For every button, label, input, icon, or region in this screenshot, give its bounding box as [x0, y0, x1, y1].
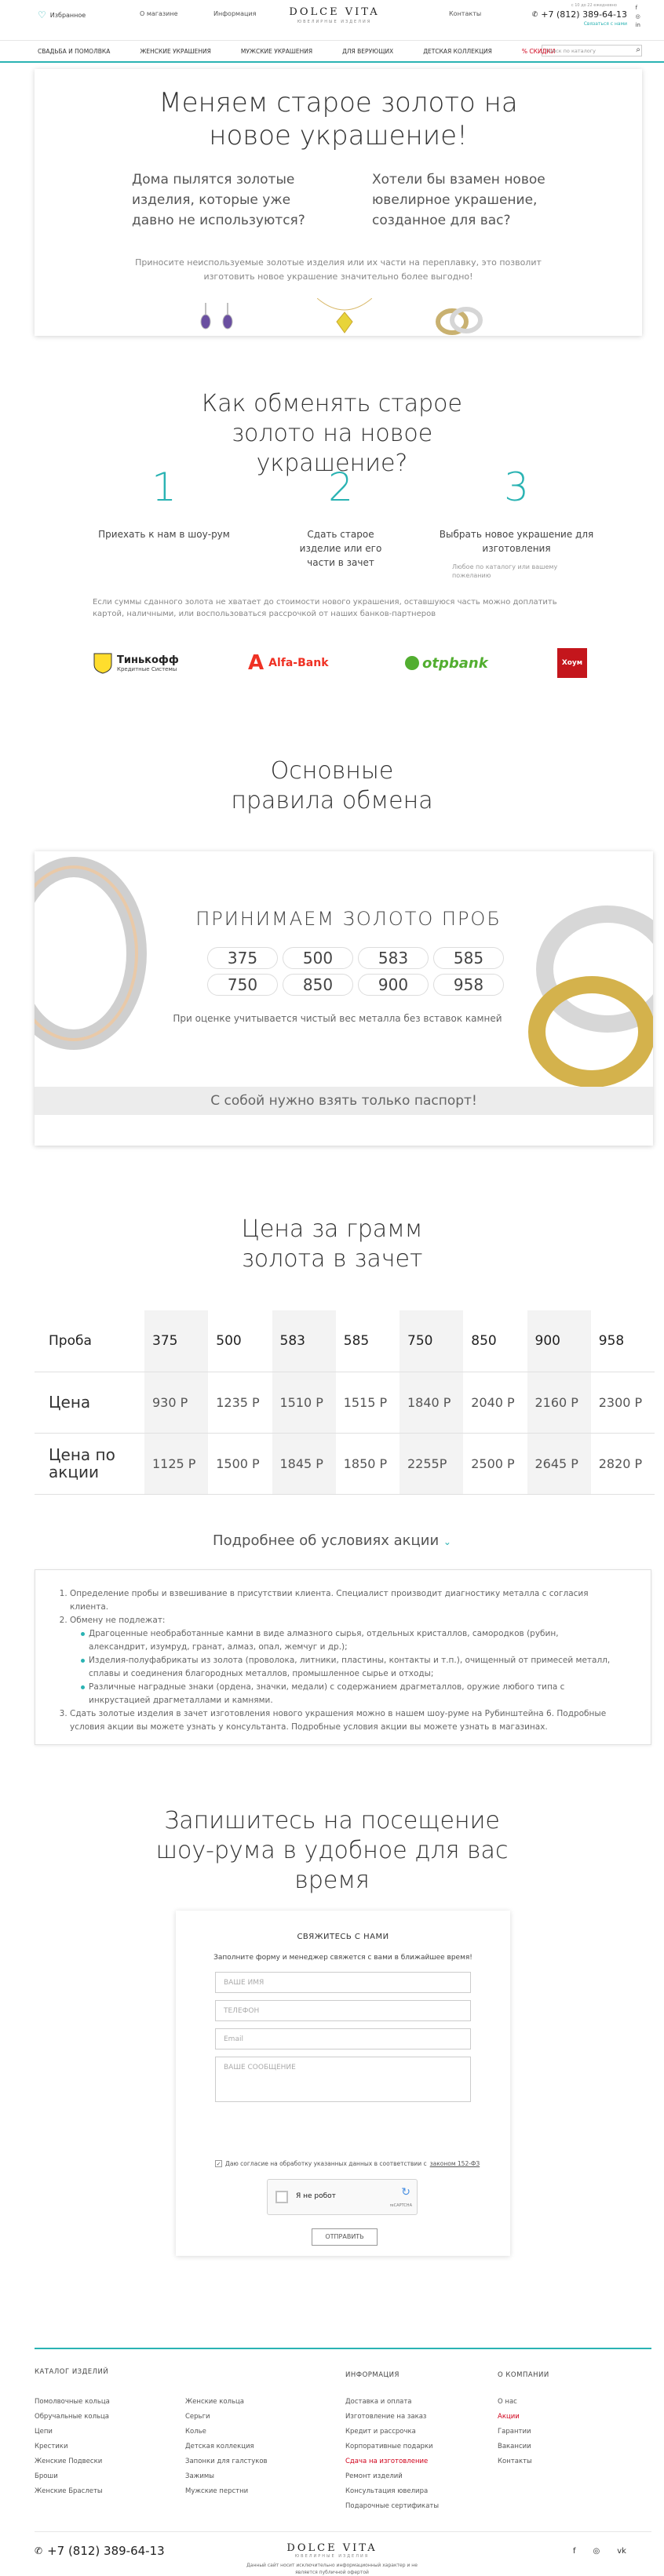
- facebook-icon[interactable]: f: [573, 2547, 576, 2556]
- nav-kids[interactable]: ДЕТСКАЯ КОЛЛЕКЦИЯ: [423, 47, 492, 55]
- table-cell: 1125 Р: [144, 1433, 208, 1494]
- footer-logo-sub: ЮВЕЛИРНЫЕ ИЗДЕЛИЯ: [294, 2554, 370, 2559]
- footer-phone-number: +7 (812) 389-64-13: [47, 2544, 165, 2558]
- condition-subitem: Изделия-полуфабрикаты из золота (проволока, литники, пластины, контакты и т.п.), очищенный от примесей металл, сплавы и соединения благородных металлов, промышленное сырье и отходы;: [81, 1654, 619, 1681]
- bank-tinkoff[interactable]: [93, 647, 179, 679]
- footer-link[interactable]: Женские Браслеты: [35, 2487, 103, 2495]
- footer-link[interactable]: Мужские перстни: [185, 2487, 249, 2495]
- hero-question-1: Дома пылятся золотые изделия, которые уже давно не используются?: [132, 172, 305, 228]
- company-title: О КОМПАНИИ: [498, 2371, 549, 2379]
- email-input[interactable]: Email: [215, 2028, 471, 2050]
- phone-icon: ✆: [35, 2545, 43, 2556]
- form-title: СВЯЖИТЕСЬ С НАМИ: [297, 1933, 389, 1941]
- footer-link[interactable]: Изготовление на заказ: [345, 2413, 427, 2421]
- footer-logo[interactable]: [235, 2542, 429, 2576]
- step-1-text: Приехать к нам в шоу-рум: [98, 529, 230, 540]
- condition-item-label: Обмену не подлежат:: [70, 1616, 166, 1625]
- footer-link[interactable]: Женские Подвески: [35, 2458, 103, 2465]
- phone-icon: ✆: [531, 10, 538, 19]
- social-icons: [636, 5, 640, 28]
- recaptcha-brand: reCAPTCHA: [389, 2203, 412, 2208]
- contacts-link[interactable]: Контакты: [449, 10, 482, 17]
- step-3-sub: Любое по каталогу или вашему пожеланию: [452, 563, 558, 579]
- table-cell: 1500 Р: [208, 1433, 272, 1494]
- table-cell: 2040 Р: [463, 1372, 527, 1433]
- search-icon[interactable]: ⌕: [636, 46, 640, 54]
- table-cell: 2160 Р: [527, 1372, 591, 1433]
- recaptcha-checkbox[interactable]: [275, 2191, 288, 2203]
- logo-sub: ЮВЕЛИРНЫЕ ИЗДЕЛИЯ: [297, 20, 372, 24]
- footer-divider: [35, 2348, 651, 2349]
- footer-link[interactable]: Детская коллекция: [185, 2443, 254, 2450]
- probe-500: 500: [283, 947, 353, 969]
- hero-title: Меняем старое золото на новое украшение!: [159, 87, 518, 151]
- recaptcha-icon: ↻: [401, 2186, 410, 2199]
- hours-text: с 10 до 22 ежедневно: [571, 3, 617, 8]
- nav-sale[interactable]: % СКИДКИ: [521, 47, 556, 55]
- name-input[interactable]: ВАШЕ ИМЯ: [215, 1972, 471, 1993]
- table-cell: 930 Р: [144, 1372, 208, 1433]
- footer-link[interactable]: Серьги: [185, 2413, 210, 2421]
- price-table: [35, 1310, 655, 1495]
- hero-card: [35, 69, 642, 336]
- step-1-number: 1: [151, 465, 177, 510]
- table-cell: 1510 Р: [272, 1372, 336, 1433]
- price-title: Цена за грамм золота в зачет: [241, 1215, 423, 1273]
- footer-link[interactable]: О нас: [498, 2398, 517, 2406]
- vk-icon[interactable]: vk: [617, 2547, 626, 2556]
- favorites-label: Избранное: [49, 11, 86, 19]
- facebook-icon[interactable]: f: [635, 5, 638, 11]
- table-cell: 2500 Р: [463, 1433, 527, 1494]
- banner-note: При оценке учитывается чистый вес металла без вставок камней: [173, 1013, 502, 1024]
- submit-button[interactable]: ОТПРАВИТЬ: [312, 2228, 378, 2246]
- tinkoff-shield-icon: [93, 652, 113, 674]
- otp-logo-icon: [405, 656, 419, 670]
- top-bar: [0, 0, 664, 41]
- footer-info-col: [345, 2395, 439, 2514]
- alfa-name: Alfa-Bank: [268, 657, 329, 669]
- footer-link[interactable]: Кредит и рассрочка: [345, 2428, 416, 2436]
- table-cell: 1850 Р: [336, 1433, 399, 1494]
- condition-item: [70, 1614, 619, 1707]
- table-cell: 1515 Р: [336, 1372, 399, 1433]
- nav-believers[interactable]: ДЛЯ ВЕРУЮЩИХ: [342, 47, 394, 55]
- step-3-number: 3: [504, 465, 529, 510]
- footer-company-col: [498, 2395, 532, 2469]
- table-row: [35, 1433, 655, 1494]
- search-input[interactable]: Поиск по каталогу: [542, 45, 642, 56]
- right-rings-image: [505, 898, 653, 1102]
- conditions-box: [35, 1569, 651, 1745]
- table-cell: 1235 Р: [208, 1372, 272, 1433]
- footer-link[interactable]: Запонки для галстуков: [185, 2458, 268, 2465]
- row-label: Проба: [35, 1310, 144, 1372]
- row-label: Цена по акции: [35, 1433, 144, 1494]
- footer-link[interactable]: Доставка и оплата: [345, 2398, 412, 2406]
- table-cell: 500: [208, 1310, 272, 1372]
- conditions-toggle[interactable]: [0, 1532, 664, 1549]
- contact-form: [176, 1911, 510, 2256]
- vk-icon[interactable]: in: [635, 22, 640, 28]
- earrings-image: [195, 303, 242, 336]
- conditions-toggle-label: Подробнее об условиях акции: [213, 1532, 440, 1549]
- table-row: [35, 1372, 655, 1433]
- table-row: [35, 1310, 655, 1372]
- phone-input[interactable]: ТЕЛЕФОН: [215, 2000, 471, 2021]
- footer-link[interactable]: Корпоративные подарки: [345, 2443, 433, 2450]
- instagram-icon[interactable]: ◎: [593, 2547, 600, 2556]
- table-cell: 375: [144, 1310, 208, 1372]
- about-link[interactable]: О магазине: [140, 10, 178, 17]
- condition-subitem: Драгоценные необработанные камни в виде алмазного сырья, отдельных кристаллов, самородков (рубин, александрит, изумруд, гранат, алмаз, опал, жемчуг и др.);: [81, 1627, 619, 1654]
- header-phone[interactable]: [532, 9, 627, 20]
- consent-row: [215, 2160, 480, 2167]
- footer-link[interactable]: Подарочные сертификаты: [345, 2502, 440, 2510]
- footer-link[interactable]: Консультация ювелира: [345, 2487, 429, 2495]
- banner-footer: С собой нужно взять только паспорт!: [35, 1087, 653, 1115]
- otp-name: otpbank: [422, 654, 488, 672]
- footer-catalog-col2: [185, 2395, 268, 2499]
- footer-catalog-col1: [35, 2395, 110, 2499]
- step-2-text: Сдать старое изделие или его части в зачет: [299, 529, 382, 568]
- footer-link[interactable]: Обручальные кольца: [35, 2413, 110, 2421]
- consent-text: Даю согласие на обработку указанных данных в соответствии с: [225, 2160, 427, 2167]
- left-rings-image: [35, 851, 168, 1063]
- footer-link[interactable]: Цепи: [35, 2428, 53, 2436]
- footer-link[interactable]: Колье: [185, 2428, 206, 2436]
- probe-900: 900: [358, 974, 429, 996]
- footer-logo-main: DOLCE VITA: [286, 2542, 378, 2554]
- footer-link[interactable]: Сдача на изготовление: [345, 2458, 429, 2465]
- probe-750: 750: [207, 974, 278, 996]
- table-cell: 2820 Р: [591, 1433, 655, 1494]
- footer-link[interactable]: Помолвочные кольца: [35, 2398, 110, 2406]
- steps-title: Как обменять старое золото на новое украшение?: [202, 390, 462, 477]
- condition-subitem: Различные наградные знаки (ордена, значки, медали) с содержанием драгметаллов, оружие любого типа с инкрустацией драгметаллами и камнями.: [81, 1681, 619, 1707]
- header-logo[interactable]: [287, 6, 381, 24]
- footer-link[interactable]: Акции: [498, 2413, 520, 2421]
- footer-social: [573, 2547, 626, 2556]
- table-cell: 850: [463, 1310, 527, 1372]
- probe-585: 585: [433, 947, 504, 969]
- info-link[interactable]: Информация: [213, 10, 257, 17]
- form-subtitle: Заполните форму и менеджер свяжется с вами в ближайшее время!: [213, 1954, 472, 1962]
- logo-main: DOLCE VITA: [289, 6, 380, 18]
- footer-link[interactable]: Женские кольца: [185, 2398, 244, 2406]
- consent-link[interactable]: законом 152-ФЗ: [429, 2160, 480, 2167]
- phone-number: +7 (812) 389-64-13: [541, 9, 627, 20]
- footer-bottom-divider: [35, 2531, 651, 2532]
- bank-alfa[interactable]: [248, 647, 329, 679]
- pendant-image: [317, 298, 372, 336]
- table-cell: 958: [591, 1310, 655, 1372]
- condition-item: 1. Определение пробы и взвешивание в присутствии клиента. Специалист производит диагностику металла с согласия клиента.: [70, 1587, 619, 1614]
- probe-583: 583: [358, 947, 429, 969]
- table-cell: 583: [272, 1310, 336, 1372]
- footer-link[interactable]: Ремонт изделий: [345, 2472, 403, 2480]
- footer-phone[interactable]: [35, 2544, 165, 2558]
- recaptcha-widget: [267, 2179, 418, 2215]
- favorites-link[interactable]: [38, 9, 86, 20]
- banner-title: ПРИНИМАЕМ ЗОЛОТО ПРОБ: [195, 908, 502, 930]
- credit-note: Если суммы сданного золота не хватает до стоимости нового украшения, оставшуюся часть можно доплатить картой, наличными, или воспользоваться рассрочкой от наших банков-партнеров: [93, 598, 557, 618]
- tinkoff-name: Тинькофф: [117, 654, 179, 666]
- probe-958: 958: [433, 974, 504, 996]
- tinkoff-sub: Кредитные Системы: [117, 665, 177, 672]
- recaptcha-label: Я не робот: [296, 2192, 336, 2200]
- alfa-logo-icon: А: [248, 651, 265, 675]
- hero-question-2: Хотели бы взамен новое ювелирное украшение, созданное для вас?: [372, 172, 545, 228]
- nav-men[interactable]: МУЖСКИЕ УКРАШЕНИЯ: [240, 47, 313, 55]
- instagram-icon[interactable]: ◎: [635, 13, 640, 20]
- footer-link[interactable]: Броши: [35, 2472, 58, 2480]
- bank-otp[interactable]: [405, 647, 488, 679]
- catalog-title: КАТАЛОГ ИЗДЕЛИЙ: [35, 2368, 109, 2376]
- table-cell: 900: [527, 1310, 591, 1372]
- nav-wedding[interactable]: СВАДЬБА И ПОМОЛВКА: [38, 47, 111, 55]
- probe-375: 375: [207, 947, 278, 969]
- nav-women[interactable]: ЖЕНСКИЕ УКРАШЕНИЯ: [140, 47, 211, 55]
- footer-disclaimer: Данный сайт носит исключительно информационный характер и не является публичной офертой: [246, 2563, 418, 2575]
- rules-title: Основные правила обмена: [231, 757, 433, 814]
- footer-link[interactable]: Зажимы: [185, 2472, 214, 2480]
- table-cell: 750: [399, 1310, 463, 1372]
- message-textarea[interactable]: ВАШЕ СООБЩЕНИЕ: [215, 2057, 471, 2102]
- bank-home[interactable]: [557, 647, 587, 679]
- table-cell: 585: [336, 1310, 399, 1372]
- table-cell: 2645 Р: [527, 1433, 591, 1494]
- probe-850: 850: [283, 974, 353, 996]
- footer-link[interactable]: Контакты: [498, 2458, 532, 2465]
- table-cell: 1845 Р: [272, 1433, 336, 1494]
- table-cell: 2255Р: [399, 1433, 463, 1494]
- rules-banner: [35, 851, 653, 1146]
- hero-note: Приносите неиспользуемые золотые изделия или их части на переплавку, это позволит изготовить новое украшение значительно более выгодно!: [135, 257, 542, 282]
- step-2-number: 2: [328, 465, 353, 510]
- home-credit-logo: Хоум: [557, 648, 587, 678]
- rings-image: [432, 304, 487, 336]
- footer-link[interactable]: Крестики: [35, 2443, 68, 2450]
- step-3-text: Выбрать новое украшение для изготовления: [439, 529, 594, 554]
- info-title: ИНФОРМАЦИЯ: [345, 2371, 399, 2379]
- footer-link[interactable]: Гарантии: [498, 2428, 531, 2436]
- heart-icon: ♡: [38, 9, 46, 20]
- condition-item: 3. Сдать золотые изделия в зачет изготовления нового украшения можно в нашем шоу-руме на Рубинштейна 6. Подробные условия акции вы можете узнать у консультанта. Подробные условия акции вы можете узнать в магазинах.: [70, 1707, 619, 1734]
- table-cell: 1840 Р: [399, 1372, 463, 1433]
- table-cell: 2300 Р: [591, 1372, 655, 1433]
- form-section-title: Запишитесь на посещение шоу-рума в удобное для вас время: [155, 1807, 509, 1894]
- chevron-down-icon: ⌄: [443, 1536, 451, 1547]
- footer-link[interactable]: Вакансии: [498, 2443, 531, 2450]
- row-label: Цена: [35, 1372, 144, 1433]
- contact-us-link[interactable]: Связаться с нами: [583, 21, 627, 27]
- consent-checkbox[interactable]: ✓: [216, 2161, 221, 2167]
